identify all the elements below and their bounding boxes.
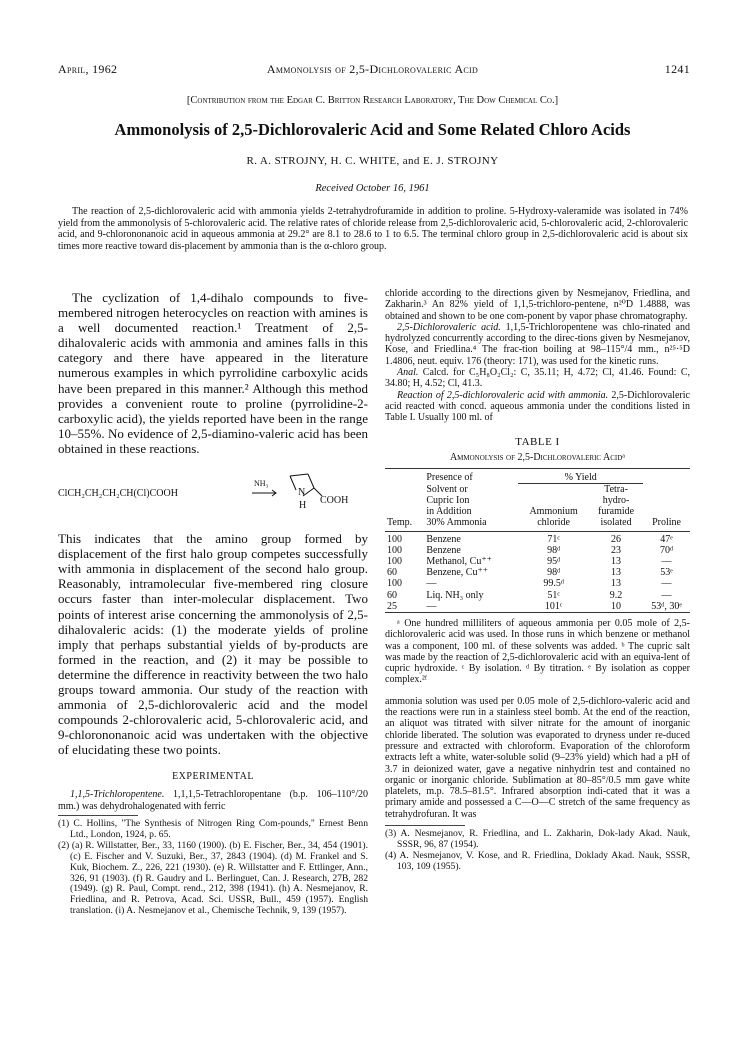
- th-solvent-3: in Addition: [426, 506, 472, 518]
- table-cell: 100: [387, 578, 402, 590]
- table-row: [385, 567, 690, 578]
- th-temp: Temp.: [387, 517, 413, 529]
- th-furamide-0: Tetra-: [604, 483, 628, 495]
- table-cell: 98ᵈ: [547, 544, 561, 556]
- footnote-2: (2) (a) R. Willstatter, Ber., 33, 1160 (1900). (b) E. Fischer, Ber., 34, 454 (1901). (c) E. Fischer and V. Suzuki, Ber., 37, 2843 (1904). (d) M. Frankel and S. Kuk, Biochem. Z., 226, 221 (1930). (e) R. Willstatter and F. Ettlinger, Ann., 326, 91 (1903). (f) R. Gaudry and L. Berlinguet, Can. J. Research, 27B, 282 (1949). (g) R. Paul, Compt. rend., 212, 398 (1941). (h) A. Nesmejanov, R. Friedlina, and R. Petrova, Acad. Sci. USSR, Bull., 459 (1957). English translation. (i) A. Nesmejanov et al., Chemische Technik, 9, 139 (1957).: [58, 839, 368, 917]
- table-row: [385, 590, 690, 601]
- scheme-carboxyl: COOH: [320, 495, 349, 507]
- right-p4-text: 2,5-Dichlorovaleric acid reacted with concd. aqueous ammonia under the conditions listed in Table I. Usually 100 ml. of: [385, 389, 690, 424]
- table-cell: Benzene, Cu⁺⁺: [426, 567, 488, 579]
- right-p4-label: Reaction of 2,5-dichlorovaleric acid with ammonia.: [397, 389, 609, 401]
- contribution-line: [Contribution from the Edgar C. Britton Research Laboratory, The Dow Chemical Co.]: [186, 95, 559, 106]
- table-cell: —: [426, 600, 437, 612]
- reaction-scheme: [58, 464, 368, 526]
- footnote-divider: [58, 815, 138, 816]
- table-cell: 98ᵈ: [547, 567, 561, 579]
- scheme-reactant: ClCH₂CH₂CH₂CH(Cl)COOH: [58, 488, 178, 500]
- intro-paragraph: The cyclization of 1,4-dihalo compounds to five-membered nitrogen heterocycles on reaction with amines is a well documented reaction.¹ Treatment of 2,5-dihalovaleric acids with ammonia and amines falls in this category and there have appeared in the literature numerous examples in which pyrrolidine carboxylic acids have been prepared in this manner.² Although this method provides a convenient route to proline (pyrrolidine-2-carboxylic acid), the yields reported have been in the range 10–55%. No evidence of 2,5-diamino-valeric acid has been obtained in these reactions.: [58, 290, 368, 456]
- received-date: Received October 16, 1961: [315, 183, 430, 194]
- footnote-divider-right: [385, 825, 465, 826]
- th-solvent-4: 30% Ammonia: [426, 517, 487, 529]
- table-cell: 71ᶜ: [547, 533, 560, 545]
- table-cell: 13: [611, 578, 622, 590]
- right-p2-label: 2,5-Dichlorovaleric acid.: [397, 321, 501, 333]
- table-body: [385, 531, 690, 612]
- table-cell: 53ᵉ: [660, 567, 673, 579]
- table-row: [385, 601, 690, 613]
- scheme-hydrogen: H: [299, 500, 307, 512]
- table-cell: 53ᵈ, 30ᵉ: [651, 600, 682, 612]
- experimental-text: 1,1,1,5-Tetrachloropentane (b.p. 106–110°/20 mm.) was dehydrohalogenated with ferric: [58, 789, 368, 812]
- table-cell: 95ᵈ: [547, 555, 561, 567]
- table-cell: 26: [611, 533, 622, 545]
- table-cell: —: [661, 555, 672, 567]
- th-chloride-0: Ammonium: [529, 506, 578, 518]
- table-label: TABLE I: [515, 435, 560, 448]
- table-cell: —: [661, 589, 672, 601]
- right-paragraph-3: [385, 367, 690, 390]
- table-ammonolysis: [385, 468, 690, 613]
- right-p2-text: 1,1,5-Trichloropentene was chlo-rinated and hydrolyzed concurrently according to the direc-tions given by Nesmejanov, Kose, and Friedlina.⁴ The frac-tion boiling at 98–115°/4 mm., n²⁵·⁵D 1.4806, neut. equiv. 176 (theory: 171), was used for the kinetic runs.: [385, 321, 690, 367]
- table-cell: —: [426, 578, 437, 590]
- right-paragraph-5: ammonia solution was used per 0.05 mole of 2,5-dichloro-valeric acid and the reactions were run in a stainless steel bomb. At the end of the reaction, an aliquot was titrated with silver nitrate for the amount of inorganic chloride liberated. The solution was evaporated to dryness under re-duced pressure and extracted with chloroform. Evaporation of the chloroform extracts left a white, water-soluble solid (9–23% yield) which had a pH of 3.7 in deionized water, gave a negative ninhydrin test and contained no organic or inorganic chloride. Sublimation at 80–85°/0.5 mm gave white platelets, m.p. 78.5–81.5°. Infrared absorption indi-cated that it was a primary amide and possessed a C—O—C stretch of the same frequency as tetrahydrofuran. It was: [385, 695, 690, 820]
- table-cell: —: [661, 578, 672, 590]
- table-cell: 13: [611, 555, 622, 567]
- table-cell: 99.5ᵈ: [543, 578, 564, 590]
- th-furamide-1: hydro-: [602, 494, 630, 506]
- table-cell: Methanol, Cu⁺⁺: [426, 555, 492, 567]
- scheme-nitrogen: N: [298, 487, 306, 499]
- table-cell: Benzene: [426, 544, 461, 556]
- table-cell: 9.2: [609, 589, 623, 601]
- table-cell: 60: [387, 567, 397, 579]
- table-row: [385, 556, 690, 567]
- table-cell: Benzene: [426, 533, 461, 545]
- table-notes: ᵃ One hundred milliliters of aqueous ammonia per 0.05 mole of 2,5-dichlorovaleric acid was used. In those runs in which benzene or methanol was a component, 100 ml. of these solvents was added. ᵇ The cupric salt was made by the reaction of 2,5-dichlorovaleric acid with an equiva-lent of cupric hydroxide. ᶜ By isolation. ᵈ By titration. ᵉ By isolation as copper complex.²ᶠ: [385, 618, 690, 686]
- scheme-reagent: NH₃: [254, 479, 269, 489]
- experimental-paragraph: [58, 789, 368, 812]
- th-furamide-2: furamide: [597, 506, 635, 518]
- experimental-heading: EXPERIMENTAL: [172, 771, 254, 783]
- table-cell: 47ᵉ: [660, 533, 673, 545]
- table-cell: 10: [611, 600, 622, 612]
- th-solvent-1: Solvent or: [426, 483, 468, 495]
- table-row: [385, 545, 690, 556]
- article-title: Ammonolysis of 2,5-Dichlorovaleric Acid and Some Related Chloro Acids: [114, 120, 631, 139]
- th-yield: % Yield: [518, 468, 643, 483]
- experimental-label: 1,1,5-Trichloropentene.: [70, 789, 165, 801]
- table-cell: 100: [387, 533, 402, 545]
- table-cell: Liq. NH₃ only: [426, 589, 484, 601]
- running-header-title: Ammonolysis of 2,5-Dichlorovaleric Acid: [266, 62, 479, 76]
- running-header-date: April, 1962: [58, 62, 118, 76]
- th-solvent-2: Cupric Ion: [426, 494, 470, 506]
- th-solvent-0: Presence of: [426, 472, 473, 484]
- right-paragraph-2: [385, 322, 690, 367]
- table-cell: 25: [387, 600, 397, 612]
- table-cell: 100: [387, 555, 402, 567]
- table-cell: 51ᶜ: [547, 589, 560, 601]
- footnote-4: (4) A. Nesmejanov, V. Kose, and R. Friedlina, Doklady Akad. Nauk, SSSR, 103, 109 (1955).: [385, 849, 690, 872]
- abstract: The reaction of 2,5-dichlorovaleric acid with ammonia yields 2-tetrahydrofuramide in addition to proline. 5-Hydroxy-valeramide was isolated in 74% yield from the ammonolysis of 5-chlorovaleric acid. The relative rates of chloride release from 2,5-dichlorovaleric acid, 5-chlorovaleric acid, 2-chlorovaleric acid, and 9-chlorononanoic acid in aqueous ammonia at 29.2° are 8.1 to 28.6 to 1 to 6.5. The terminal chloro group in 2,5-dichlorovaleric acid is about six times more reactive toward dis-placement by ammonia than is the α-chloro group.: [58, 206, 688, 252]
- table-cell: 101ᶜ: [544, 600, 563, 612]
- page-number: 1241: [664, 62, 690, 76]
- table-cell: 13: [611, 567, 622, 579]
- footnote-3: (3) A. Nesmejanov, R. Friedlina, and L. Zakharin, Dok-lady Akad. Nauk, SSSR, 96, 87 (1954).: [385, 828, 690, 850]
- table-cell: 60: [387, 589, 397, 601]
- right-p3-label: Anal.: [397, 367, 419, 379]
- table-row: [385, 578, 690, 589]
- right-column: [385, 288, 690, 873]
- paragraph-2: This indicates that the amino group formed by displacement of the first halo group competes successfully with ammonia in displacement of the second halo group. Reasonably, intramolecular five-membered ring closure occurs faster than inter-molecular displacement. Two points of interest arise concerning the ammonolysis of 2,5-dihalovaleric acids: (1) the moderate yields of proline imply that perhaps substantial yields of by-products are formed in the reaction, and (2) it may be possible to determine the difference in reactivity between the two halo groups toward ammonia. Our study of the reaction with ammonia of 2,5-dichlorovaleric acid and the model compounds 2-chlorovaleric acid, 5-chlorovaleric acid, and 9-chlorononanoic acid was undertaken with the objective of elucidating these two points.: [58, 531, 368, 758]
- right-paragraph-4: [385, 390, 690, 424]
- table-cell: 100: [387, 544, 402, 556]
- th-proline: Proline: [652, 517, 681, 529]
- right-p3-text: Calcd. for C₅H₈O₂Cl₂: C, 35.11; H, 4.72; Cl, 41.46. Found: C, 34.80; H, 4.52; Cl, 41.3.: [385, 367, 690, 390]
- authors: R. A. STROJNY, H. C. WHITE, and E. J. STROJNY: [246, 155, 499, 167]
- left-column: [58, 290, 368, 917]
- table-row: [385, 531, 690, 545]
- table-cell: 70ᵈ: [659, 544, 674, 556]
- table-caption: Ammonolysis of 2,5-Dichlorovaleric Acidᵃ: [449, 451, 626, 463]
- th-chloride-1: chloride: [537, 517, 570, 529]
- table-cell: 23: [611, 544, 622, 556]
- footnote-1: (1) C. Hollins, "The Synthesis of Nitrogen Ring Com-pounds," Ernest Benn Ltd., London, 1924, p. 65.: [58, 818, 368, 840]
- right-paragraph-1: chloride according to the directions given by Nesmejanov, Friedlina, and Zakharin.³ An 82% yield of 1,1,5-trichloro-pentene, n²⁰D 1.4888, was obtained and shown to be one com-ponent by vapor phase chromatography.: [385, 288, 690, 322]
- th-furamide-3: isolated: [600, 517, 632, 529]
